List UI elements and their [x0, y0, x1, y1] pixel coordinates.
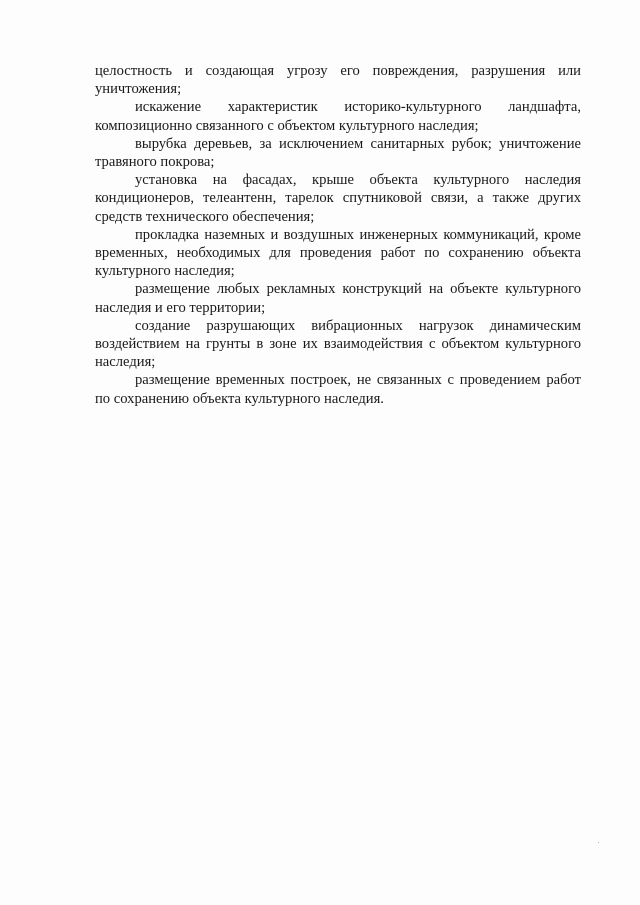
paragraph-continuation: целостность и создающая угрозу его повреждения, разрушения или уничтожения; [95, 63, 581, 98]
paragraph-utility-lines: прокладка наземных и воздушных инженерных коммуникаций, кроме временных, необходимых для проведения работ по сохранению объекта культурного наследия; [95, 226, 581, 280]
scan-speck [598, 842, 599, 843]
paragraph-advertising: размещение любых рекламных конструкций на объекте культурного наследия и его территории; [95, 281, 581, 316]
paragraph-temporary-buildings: размещение временных построек, не связанных с проведением работ по сохранению объекта культурного наследия. [95, 372, 581, 407]
paragraph-facade-equipment: установка на фасадах, крыше объекта культурного наследия кондиционеров, телеантенн, тарелок спутниковой связи, а также других средств технического обеспечения; [95, 172, 581, 225]
paragraph-vibration-loads: создание разрушающих вибрационных нагрузок динамическим воздействием на грунты в зоне их взаимодействия с объектом культурного наследия; [95, 317, 581, 371]
paragraph-landscape-distortion: искажение характеристик историко-культурного ландшафта, композиционно связанного с объектом культурного наследия; [95, 99, 581, 134]
document-body [95, 62, 581, 408]
paragraph-tree-felling: вырубка деревьев, за исключением санитарных рубок; уничтожение травяного покрова; [95, 135, 581, 171]
